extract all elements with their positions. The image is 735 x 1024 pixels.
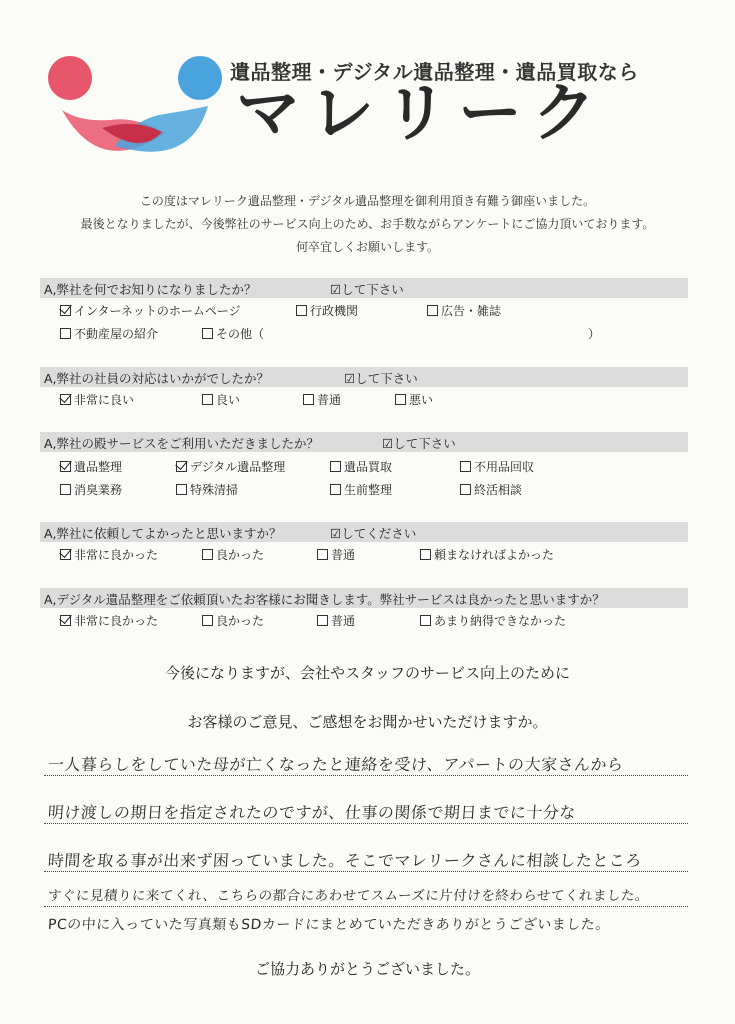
q4-option-good[interactable]: 良かった xyxy=(202,546,264,563)
writing-line xyxy=(44,823,688,824)
q3-option-ihin[interactable]: 遺品整理 xyxy=(60,458,122,475)
q1-option-homepage[interactable]: インターネットのホームページ xyxy=(60,302,241,319)
tagline: 遺品整理・デジタル遺品整理・遺品買取なら xyxy=(230,60,639,84)
intro-line-1: この度はマレリーク遺品整理・デジタル遺品整理を御利用頂き有難う御座いました。 xyxy=(139,194,596,208)
company-logo-icon xyxy=(40,48,230,158)
checkbox-icon xyxy=(317,549,328,560)
checkbox-icon xyxy=(202,394,213,405)
checkbox-icon xyxy=(60,549,71,560)
checkbox-icon xyxy=(427,305,438,316)
q1-option-ad[interactable]: 広告・雑誌 xyxy=(427,302,501,319)
q5-option-normal[interactable]: 普通 xyxy=(317,612,355,629)
q2-option-very-good[interactable]: 非常に良い xyxy=(60,391,134,408)
checkbox-icon xyxy=(176,484,187,495)
checkbox-icon xyxy=(60,615,71,626)
q4-option-very-good[interactable]: 非常に良かった xyxy=(60,546,158,563)
checkbox-icon xyxy=(460,461,471,472)
q2-option-bad[interactable]: 悪い xyxy=(395,391,433,408)
checkbox-icon xyxy=(60,484,71,495)
q2-option-normal[interactable]: 普通 xyxy=(303,391,341,408)
checkbox-icon xyxy=(296,305,307,316)
q3-option-fuyouhin[interactable]: 不用品回収 xyxy=(460,458,534,475)
writing-line xyxy=(44,871,688,872)
intro-line-2: 最後となりましたが、今後弊社のサービス向上のため、お手数ながらアンケートにご協力頂いております。 xyxy=(80,217,655,231)
intro-line-3: 何卒宜しくお願いします。 xyxy=(295,240,440,254)
checkbox-icon xyxy=(330,484,341,495)
question-4-text: A,弊社に依頼してよかったと思いますか？ xyxy=(44,526,282,541)
question-4-note: ☑してください xyxy=(330,526,417,541)
q1-option-other[interactable]: その他（ xyxy=(202,325,264,342)
brand-name: マレリーク xyxy=(236,77,606,151)
checkbox-icon xyxy=(60,394,71,405)
checkbox-icon xyxy=(317,615,328,626)
question-3-note: ☑して下さい xyxy=(382,436,456,451)
q3-option-shukatsu[interactable]: 終活相談 xyxy=(460,481,522,498)
checkbox-icon xyxy=(202,615,213,626)
q3-option-deodorize[interactable]: 消臭業務 xyxy=(60,481,122,498)
checkbox-icon xyxy=(202,549,213,560)
checkbox-icon xyxy=(303,394,314,405)
handwritten-line-3: 時間を取る事が出来ず困っていました。そこでマレリークさんに相談したところ xyxy=(47,851,643,870)
writing-line xyxy=(44,775,688,776)
q4-option-normal[interactable]: 普通 xyxy=(317,546,355,563)
checkbox-icon xyxy=(330,461,341,472)
writing-line xyxy=(44,906,688,907)
handwritten-line-1: 一人暮らしをしていた母が亡くなったと連絡を受け、アパートの大家さんから xyxy=(47,755,625,774)
handwritten-line-5: PCの中に入っていた写真類もSDカードにまとめていただきありがとうございました。 xyxy=(47,917,611,933)
checkbox-icon xyxy=(460,484,471,495)
question-1-note: ☑して下さい xyxy=(330,282,404,297)
checkbox-icon xyxy=(420,615,431,626)
handwritten-line-2: 明け渡しの期日を指定されたのですが、仕事の関係で期日までに十分な xyxy=(47,803,577,822)
q3-option-seizen[interactable]: 生前整理 xyxy=(330,481,392,498)
question-1-text: A,弊社を何でお知りになりましたか？ xyxy=(44,282,257,297)
checkbox-icon xyxy=(60,305,71,316)
handwritten-line-4: すぐに見積りに来てくれ、こちらの都合にあわせてスムーズに片付けを終わらせてくれました。 xyxy=(47,888,650,904)
question-2-note: ☑して下さい xyxy=(344,371,418,386)
q3-option-special[interactable]: 特殊清掃 xyxy=(176,481,238,498)
q5-option-very-good[interactable]: 非常に良かった xyxy=(60,612,158,629)
checkbox-icon xyxy=(60,461,71,472)
q4-option-regret[interactable]: 頼まなければよかった xyxy=(420,546,554,563)
q2-option-good[interactable]: 良い xyxy=(202,391,240,408)
q1-other-close: ） xyxy=(588,327,601,341)
q5-option-good[interactable]: 良かった xyxy=(202,612,264,629)
checkbox-icon xyxy=(60,328,71,339)
q1-option-government[interactable]: 行政機関 xyxy=(296,302,358,319)
q1-option-realestate[interactable]: 不動産屋の紹介 xyxy=(60,325,158,342)
comment-prompt-2: お客様のご意見、ご感想をお聞かせいただけますか。 xyxy=(187,713,548,731)
comment-prompt-1: 今後になりますが、会社やスタッフのサービス向上のために xyxy=(164,664,570,682)
q5-option-not-satisfied[interactable]: あまり納得できなかった xyxy=(420,612,566,629)
question-2-text: A,弊社の社員の対応はいかがでしたか？ xyxy=(44,371,270,386)
checkbox-icon xyxy=(395,394,406,405)
q3-option-kaitori[interactable]: 遺品買取 xyxy=(330,458,392,475)
checkbox-icon xyxy=(176,461,187,472)
question-5-text: A,デジタル遺品整理をご依頼頂いたお客様にお聞きします。弊社サービスは良かったと思いますか？ xyxy=(44,592,605,607)
closing-thanks: ご協力ありがとうございました。 xyxy=(254,960,480,978)
q3-option-digital[interactable]: デジタル遺品整理 xyxy=(176,458,285,475)
question-3-text: A,弊社の殿サービスをご利用いただきましたか？ xyxy=(44,436,320,451)
checkbox-icon xyxy=(420,549,431,560)
checkbox-icon xyxy=(202,328,213,339)
